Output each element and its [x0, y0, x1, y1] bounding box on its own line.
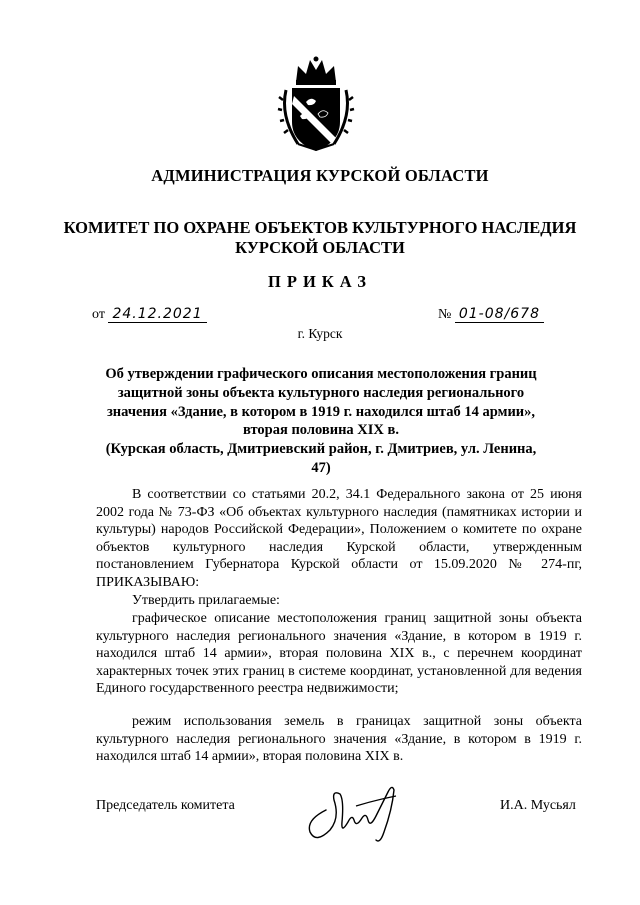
committee-heading-line2: КУРСКОЙ ОБЛАСТИ [235, 238, 405, 257]
kursk-coat-of-arms-icon [276, 56, 356, 154]
title-line2: защитной зоны объекта культурного наследия регионального [117, 384, 525, 401]
date-prefix: от [92, 307, 105, 322]
order-number-row [438, 306, 544, 323]
order-date: 24.12.2021 [108, 306, 206, 323]
body-paragraph-4: режим использования земель в границах защитной зоны объекта культурного наследия регионального значения «Здание, в котором в 1919 г. находился штаб 14 армии», вторая половина XIX в. [96, 714, 582, 765]
document-title [98, 365, 544, 478]
order-date-row [92, 306, 207, 323]
order-heading: ПРИКАЗ [268, 272, 372, 291]
title-line4: вторая половина XIX в. [243, 422, 399, 439]
title-line1: Об утверждении графического описания местоположения границ [105, 366, 537, 382]
body-paragraph-3: графическое описание местоположения границ защитной зоны объекта культурного наследия регионального значения «Здание, в котором в 1919 г. находился штаб 14 армии», вторая половина XIX в., с перечнем координат характерных точек этих границ в системе координат, установленной для ведения Единого государственного реестра недвижимости; [96, 611, 582, 697]
number-prefix: № [438, 307, 452, 322]
committee-heading [0, 218, 640, 258]
order-number: 01-08/678 [455, 306, 544, 323]
body-paragraph-1: В соответствии со статьями 20.2, 34.1 Федерального закона от 25 июня 2002 года № 73-ФЗ «Об объектах культурного наследия (памятниках истории и культуры) народов Российской Федерации», Положением о комитете по охране объектов культурного наследия Курской области, утвержденным постановлением Губернатора Курской области от 15.09.2020 № 274-пг, ПРИКАЗЫВАЮ: [96, 487, 582, 590]
administration-heading: АДМИНИСТРАЦИЯ КУРСКОЙ ОБЛАСТИ [151, 166, 489, 185]
signatory-name: И.А. Мусьял [500, 798, 576, 813]
body-paragraph-2: Утвердить прилагаемые: [132, 593, 280, 608]
title-line5: (Курская область, Дмитриевский район, г. Дмитриев, ул. Ленина, 47) [105, 441, 537, 476]
committee-heading-line1: КОМИТЕТ ПО ОХРАНЕ ОБЪЕКТОВ КУЛЬТУРНОГО НАСЛЕДИЯ [63, 218, 577, 237]
handwritten-signature-icon [296, 770, 416, 850]
title-line3: значения «Здание, в котором в 1919 г. находился штаб 14 армии», [106, 403, 536, 420]
city-label: г. Курск [297, 326, 343, 341]
signatory-position: Председатель комитета [96, 798, 235, 813]
